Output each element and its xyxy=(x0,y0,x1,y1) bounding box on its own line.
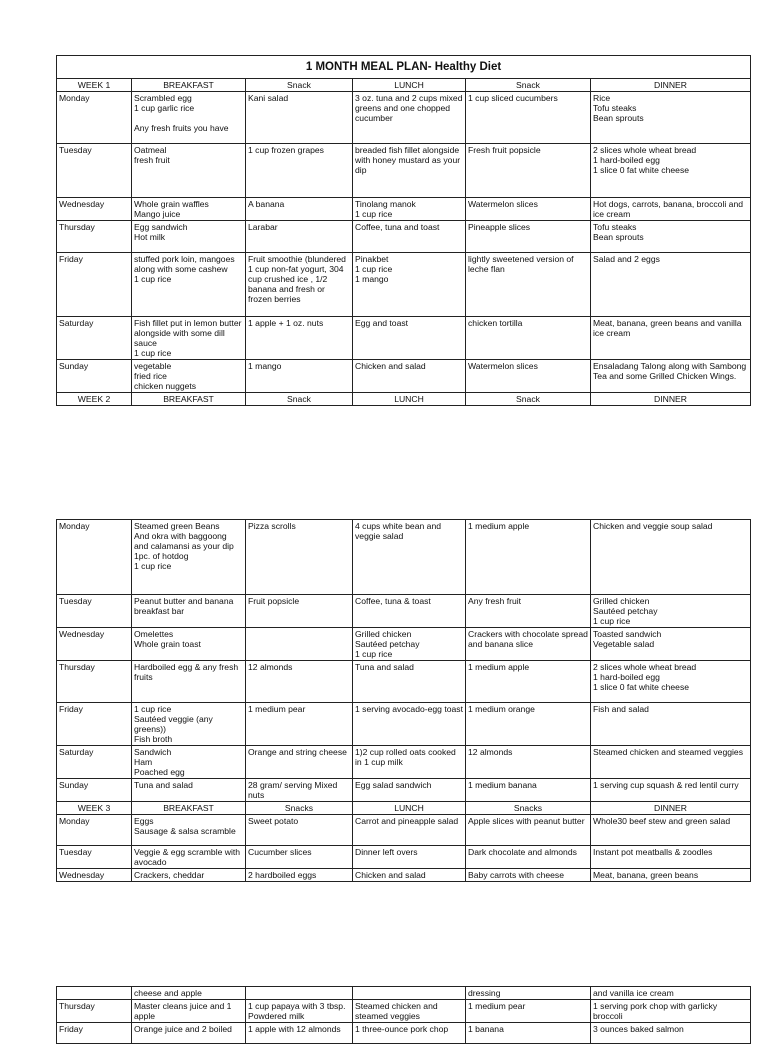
lunch-cell: 1 three-ounce pork chop xyxy=(353,1023,466,1044)
day-cell: Friday xyxy=(57,253,132,317)
day-row xyxy=(57,198,751,221)
day-cell: Monday xyxy=(57,92,132,144)
dinner-cell: Rice Tofu steaks Bean sprouts xyxy=(591,92,751,144)
snack-cell: Dark chocolate and almonds xyxy=(466,846,591,869)
snack-cell: Pizza scrolls xyxy=(246,520,353,595)
dinner-cell: 2 slices whole wheat bread 1 hard-boiled egg 1 slice 0 fat white cheese xyxy=(591,144,751,198)
dinner-cell: Fish and salad xyxy=(591,703,751,746)
day-cell: Monday xyxy=(57,815,132,846)
snack-cell: 1 apple + 1 oz. nuts xyxy=(246,317,353,360)
snack-cell: 2 hardboiled eggs xyxy=(246,869,353,882)
column-header: Snack xyxy=(466,79,591,92)
snack-cell: Fruit smoothie (blundered 1 cup non-fat yogurt, 304 cup crushed ice , 1/2 banana and fresh or frozen berries xyxy=(246,253,353,317)
snack-cell: 1 medium pear xyxy=(466,1000,591,1023)
day-cell: Saturday xyxy=(57,317,132,360)
day-row xyxy=(57,815,751,846)
breakfast-cell: Steamed green Beans And okra with baggoong and calamansi as your dip 1pc. of hotdog 1 cup rice xyxy=(132,520,246,595)
breakfast-cell: Orange juice and 2 boiled xyxy=(132,1023,246,1044)
day-cell: Wednesday xyxy=(57,198,132,221)
day-row xyxy=(57,869,751,882)
day-cell: Sunday xyxy=(57,779,132,802)
day-cell: Tuesday xyxy=(57,144,132,198)
lunch-cell: Carrot and pineapple salad xyxy=(353,815,466,846)
snack-cell: Apple slices with peanut butter xyxy=(466,815,591,846)
meal-plan-table-week1 xyxy=(56,55,751,406)
breakfast-cell: Eggs Sausage & salsa scramble xyxy=(132,815,246,846)
breakfast-cell: Omelettes Whole grain toast xyxy=(132,628,246,661)
lunch-cell xyxy=(353,987,466,1000)
breakfast-cell: Egg sandwich Hot milk xyxy=(132,221,246,253)
lunch-cell: 1)2 cup rolled oats cooked in 1 cup milk xyxy=(353,746,466,779)
column-header: DINNER xyxy=(591,393,751,406)
snack-cell: 1 medium apple xyxy=(466,520,591,595)
lunch-cell: 1 serving avocado-egg toast xyxy=(353,703,466,746)
dinner-cell: 2 slices whole wheat bread 1 hard-boiled egg 1 slice 0 fat white cheese xyxy=(591,661,751,703)
breakfast-cell: Master cleans juice and 1 apple xyxy=(132,1000,246,1023)
snack-cell: 1 medium banana xyxy=(466,779,591,802)
day-row xyxy=(57,779,751,802)
day-row xyxy=(57,1023,751,1044)
day-row xyxy=(57,628,751,661)
week-label: WEEK 3 xyxy=(57,802,132,815)
day-cell: Tuesday xyxy=(57,595,132,628)
dinner-cell: 1 serving pork chop with garlicky broccoli xyxy=(591,1000,751,1023)
breakfast-cell: vegetable fried rice chicken nuggets xyxy=(132,360,246,393)
day-cell: Friday xyxy=(57,703,132,746)
day-row xyxy=(57,144,751,198)
column-header: DINNER xyxy=(591,802,751,815)
lunch-cell: Egg and toast xyxy=(353,317,466,360)
column-header: LUNCH xyxy=(353,802,466,815)
header-row xyxy=(57,802,751,815)
lunch-cell: breaded fish fillet alongside with honey mustard as your dip xyxy=(353,144,466,198)
day-row xyxy=(57,746,751,779)
snack-cell: 1 medium orange xyxy=(466,703,591,746)
lunch-cell: Coffee, tuna and toast xyxy=(353,221,466,253)
lunch-cell: Steamed chicken and steamed veggies xyxy=(353,1000,466,1023)
breakfast-cell: cheese and apple xyxy=(132,987,246,1000)
lunch-cell: Tinolang manok 1 cup rice xyxy=(353,198,466,221)
snack-cell: 28 gram/ serving Mixed nuts xyxy=(246,779,353,802)
day-cell: Tuesday xyxy=(57,846,132,869)
snack-cell: 12 almonds xyxy=(466,746,591,779)
snack-cell: 1 cup papaya with 3 tbsp. Powdered milk xyxy=(246,1000,353,1023)
snack-cell: dressing xyxy=(466,987,591,1000)
breakfast-cell: 1 cup rice Sautéed veggie (any greens)) Fish broth xyxy=(132,703,246,746)
breakfast-cell: Peanut butter and banana breakfast bar xyxy=(132,595,246,628)
dinner-cell: Toasted sandwich Vegetable salad xyxy=(591,628,751,661)
snack-cell: lightly sweetened version of leche flan xyxy=(466,253,591,317)
breakfast-cell: Tuna and salad xyxy=(132,779,246,802)
week-label: WEEK 1 xyxy=(57,79,132,92)
day-cell: Saturday xyxy=(57,746,132,779)
snack-cell xyxy=(246,628,353,661)
snack-cell: Watermelon slices xyxy=(466,360,591,393)
lunch-cell: Pinakbet 1 cup rice 1 mango xyxy=(353,253,466,317)
dinner-cell: 1 serving cup squash & red lentil curry xyxy=(591,779,751,802)
day-cell: Sunday xyxy=(57,360,132,393)
column-header: Snack xyxy=(246,393,353,406)
meal-plan-table-continued xyxy=(56,986,751,1044)
dinner-cell: Whole30 beef stew and green salad xyxy=(591,815,751,846)
day-row xyxy=(57,595,751,628)
snack-cell xyxy=(246,987,353,1000)
column-header: BREAKFAST xyxy=(132,802,246,815)
header-row xyxy=(57,79,751,92)
snack-cell: Any fresh fruit xyxy=(466,595,591,628)
snack-cell: chicken tortilla xyxy=(466,317,591,360)
snack-cell: Sweet potato xyxy=(246,815,353,846)
snack-cell: 1 apple with 12 almonds xyxy=(246,1023,353,1044)
breakfast-cell: Veggie & egg scramble with avocado xyxy=(132,846,246,869)
dinner-cell: 3 ounces baked salmon xyxy=(591,1023,751,1044)
dinner-cell: Ensaladang Talong along with Sambong Tea and some Grilled Chicken Wings. xyxy=(591,360,751,393)
day-row xyxy=(57,846,751,869)
snack-cell: 1 medium apple xyxy=(466,661,591,703)
snack-cell: 1 banana xyxy=(466,1023,591,1044)
day-row xyxy=(57,253,751,317)
day-row xyxy=(57,360,751,393)
dinner-cell: Tofu steaks Bean sprouts xyxy=(591,221,751,253)
day-cell: Monday xyxy=(57,520,132,595)
snack-cell: 1 cup frozen grapes xyxy=(246,144,353,198)
page-title: 1 MONTH MEAL PLAN- Healthy Diet xyxy=(57,56,751,79)
breakfast-cell: stuffed pork loin, mangoes along with some cashew 1 cup rice xyxy=(132,253,246,317)
dinner-cell: Grilled chicken Sautéed petchay 1 cup rice xyxy=(591,595,751,628)
day-row xyxy=(57,221,751,253)
breakfast-cell: Hardboiled egg & any fresh fruits xyxy=(132,661,246,703)
lunch-cell: Coffee, tuna & toast xyxy=(353,595,466,628)
snack-cell: 1 medium pear xyxy=(246,703,353,746)
day-row xyxy=(57,661,751,703)
snack-cell: Larabar xyxy=(246,221,353,253)
column-header: LUNCH xyxy=(353,393,466,406)
lunch-cell: Tuna and salad xyxy=(353,661,466,703)
column-header: Snack xyxy=(466,393,591,406)
lunch-cell: Dinner left overs xyxy=(353,846,466,869)
title-row xyxy=(57,56,751,79)
day-row xyxy=(57,317,751,360)
lunch-cell: Chicken and salad xyxy=(353,869,466,882)
breakfast-cell: Whole grain waffles Mango juice xyxy=(132,198,246,221)
dinner-cell: Instant pot meatballs & zoodles xyxy=(591,846,751,869)
column-header: Snack xyxy=(246,79,353,92)
snack-cell: Watermelon slices xyxy=(466,198,591,221)
day-row xyxy=(57,92,751,144)
snack-cell: Cucumber slices xyxy=(246,846,353,869)
lunch-cell: Egg salad sandwich xyxy=(353,779,466,802)
dinner-cell: Hot dogs, carrots, banana, broccoli and ice cream xyxy=(591,198,751,221)
column-header: Snacks xyxy=(466,802,591,815)
meal-plan-table-week2-3 xyxy=(56,519,751,882)
breakfast-cell: Crackers, cheddar xyxy=(132,869,246,882)
day-row xyxy=(57,703,751,746)
breakfast-cell: Scrambled egg 1 cup garlic rice Any fresh fruits you have xyxy=(132,92,246,144)
breakfast-cell: Sandwich Ham Poached egg xyxy=(132,746,246,779)
day-cell: Thursday xyxy=(57,221,132,253)
dinner-cell: Steamed chicken and steamed veggies xyxy=(591,746,751,779)
snack-cell: Orange and string cheese xyxy=(246,746,353,779)
snack-cell: 12 almonds xyxy=(246,661,353,703)
dinner-cell: Meat, banana, green beans and vanilla ice cream xyxy=(591,317,751,360)
day-row xyxy=(57,520,751,595)
column-header: DINNER xyxy=(591,79,751,92)
snack-cell: Fruit popsicle xyxy=(246,595,353,628)
day-cell: Thursday xyxy=(57,1000,132,1023)
header-row xyxy=(57,393,751,406)
day-cell: Thursday xyxy=(57,661,132,703)
snack-cell: Kani salad xyxy=(246,92,353,144)
column-header: Snacks xyxy=(246,802,353,815)
snack-cell: Fresh fruit popsicle xyxy=(466,144,591,198)
day-cell: Friday xyxy=(57,1023,132,1044)
snack-cell: Baby carrots with cheese xyxy=(466,869,591,882)
week-label: WEEK 2 xyxy=(57,393,132,406)
snack-cell: 1 cup sliced cucumbers xyxy=(466,92,591,144)
snack-cell: A banana xyxy=(246,198,353,221)
column-header: LUNCH xyxy=(353,79,466,92)
breakfast-cell: Oatmeal fresh fruit xyxy=(132,144,246,198)
lunch-cell: Grilled chicken Sautéed petchay 1 cup rice xyxy=(353,628,466,661)
dinner-cell: and vanilla ice cream xyxy=(591,987,751,1000)
snack-cell: Crackers with chocolate spread and banana slice xyxy=(466,628,591,661)
lunch-cell: 3 oz. tuna and 2 cups mixed greens and one chopped cucumber xyxy=(353,92,466,144)
snack-cell: 1 mango xyxy=(246,360,353,393)
dinner-cell: Meat, banana, green beans xyxy=(591,869,751,882)
day-row xyxy=(57,1000,751,1023)
day-row xyxy=(57,987,751,1000)
snack-cell: Pineapple slices xyxy=(466,221,591,253)
day-cell: Wednesday xyxy=(57,628,132,661)
dinner-cell: Salad and 2 eggs xyxy=(591,253,751,317)
breakfast-cell: Fish fillet put in lemon butter alongside with some dill sauce 1 cup rice xyxy=(132,317,246,360)
column-header: BREAKFAST xyxy=(132,393,246,406)
day-cell: Wednesday xyxy=(57,869,132,882)
lunch-cell: Chicken and salad xyxy=(353,360,466,393)
column-header: BREAKFAST xyxy=(132,79,246,92)
day-cell xyxy=(57,987,132,1000)
dinner-cell: Chicken and veggie soup salad xyxy=(591,520,751,595)
lunch-cell: 4 cups white bean and veggie salad xyxy=(353,520,466,595)
